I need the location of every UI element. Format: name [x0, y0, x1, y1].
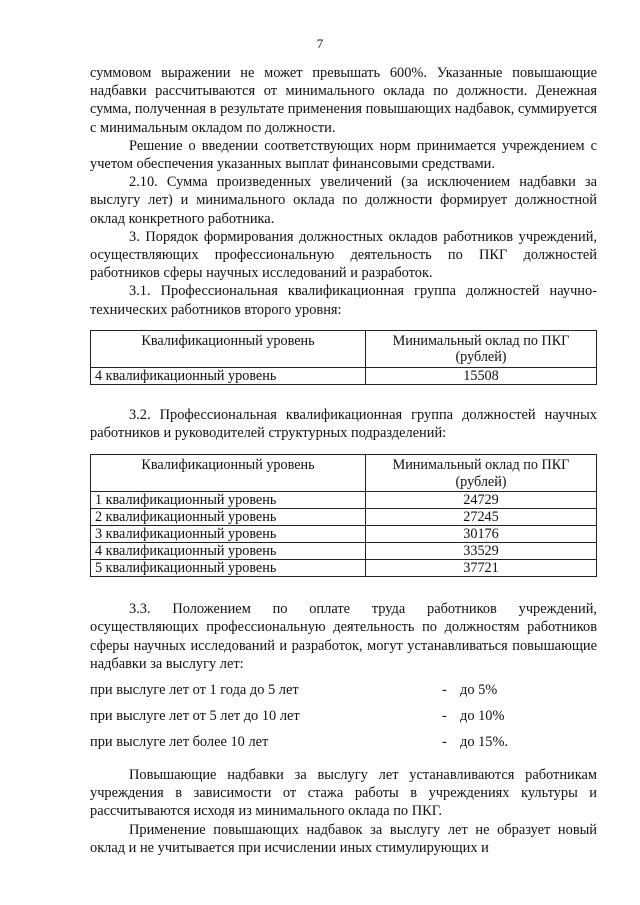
salary-cell: 24729	[366, 492, 597, 509]
table-row	[91, 509, 597, 526]
salary-cell: 30176	[366, 526, 597, 543]
level-cell: 3 квалификационный уровень	[91, 526, 366, 543]
paragraph-p8: Повышающие надбавки за выслугу лет устанавливаются работникам учреждения в зависимости от стажа работы в учреждениях культуры и рассчитываются исходя из минимального оклада по ПКГ.	[90, 767, 597, 820]
level-cell: 4 квалификационный уровень	[91, 367, 366, 384]
paragraph-p6: 3.2. Профессиональная квалификационная группа должностей научных работников и руководителей структурных подразделений:	[90, 406, 597, 442]
list-item	[90, 703, 597, 729]
table-row	[91, 526, 597, 543]
table1-header-salary: Минимальный оклад по ПКГ (рублей)	[366, 330, 597, 367]
table-row	[91, 560, 597, 577]
table2-header-level: Квалификационный уровень	[91, 455, 366, 492]
table-row	[91, 543, 597, 560]
table-row	[91, 492, 597, 509]
seniority-label: при выслуге лет от 1 года до 5 лет	[90, 682, 299, 699]
seniority-label: при выслуге лет более 10 лет	[90, 734, 269, 751]
seniority-percent: до 5%	[460, 682, 498, 699]
paragraph-p7: 3.3. Положением по оплате труда работников учреждений, осуществляющих профессиональную деятельность по должностям работников сферы научных исследований и разработок, могут устанавливаться повышающие надбавки за выслугу лет:	[90, 601, 597, 672]
level-cell: 2 квалификационный уровень	[91, 509, 366, 526]
paragraph-p3: 2.10. Сумма произведенных увеличений (за исключением надбавки за выслугу лет) и минимального оклада по должности формирует должностной оклад конкретного работника.	[90, 174, 597, 227]
level-cell: 4 квалификационный уровень	[91, 543, 366, 560]
salary-cell: 27245	[366, 509, 597, 526]
document-body	[90, 64, 597, 857]
salary-table-2	[90, 454, 597, 577]
page-number: 7	[316, 36, 324, 51]
salary-cell: 37721	[366, 560, 597, 577]
seniority-label: при выслуге лет от 5 лет до 10 лет	[90, 708, 300, 725]
paragraph-p5: 3.1. Профессиональная квалификационная группа должностей научно-технических работников второго уровня:	[90, 283, 597, 318]
level-cell: 1 квалификационный уровень	[91, 492, 366, 509]
table1-header-level: Квалификационный уровень	[91, 330, 366, 367]
paragraph-p4: 3. Порядок формирования должностных окладов работников учреждений, осуществляющих профессиональную деятельность по ПКГ должностей работников сферы научных исследований и разработок.	[90, 228, 597, 282]
salary-cell: 33529	[366, 543, 597, 560]
seniority-dash: -	[442, 734, 447, 751]
table2-header-salary: Минимальный оклад по ПКГ (рублей)	[366, 455, 597, 492]
seniority-percent: до 10%	[460, 708, 505, 725]
table-row	[91, 367, 597, 384]
paragraph-p2: Решение о введении соответствующих норм принимается учреждением с учетом обеспечения указанных выплат финансовыми средствами.	[90, 137, 597, 173]
seniority-dash: -	[442, 708, 447, 725]
seniority-percent: до 15%.	[460, 734, 509, 751]
seniority-dash: -	[442, 682, 447, 699]
seniority-list	[90, 677, 597, 755]
level-cell: 5 квалификационный уровень	[91, 560, 366, 577]
paragraph-p9: Применение повышающих надбавок за выслугу лет не образует новый оклад и не учитывается при исчислении иных стимулирующих и	[90, 821, 597, 856]
salary-cell: 15508	[366, 367, 597, 384]
list-item	[90, 729, 597, 755]
paragraph-p1: суммовом выражении не может превышать 600%. Указанные повышающие надбавки рассчитываются от минимального оклада по должности. Денежная сумма, полученная в результате применения повышающих надбавок, суммируется с минимальным окладом по должности.	[90, 65, 597, 136]
list-item	[90, 677, 597, 703]
salary-table-1	[90, 330, 597, 385]
